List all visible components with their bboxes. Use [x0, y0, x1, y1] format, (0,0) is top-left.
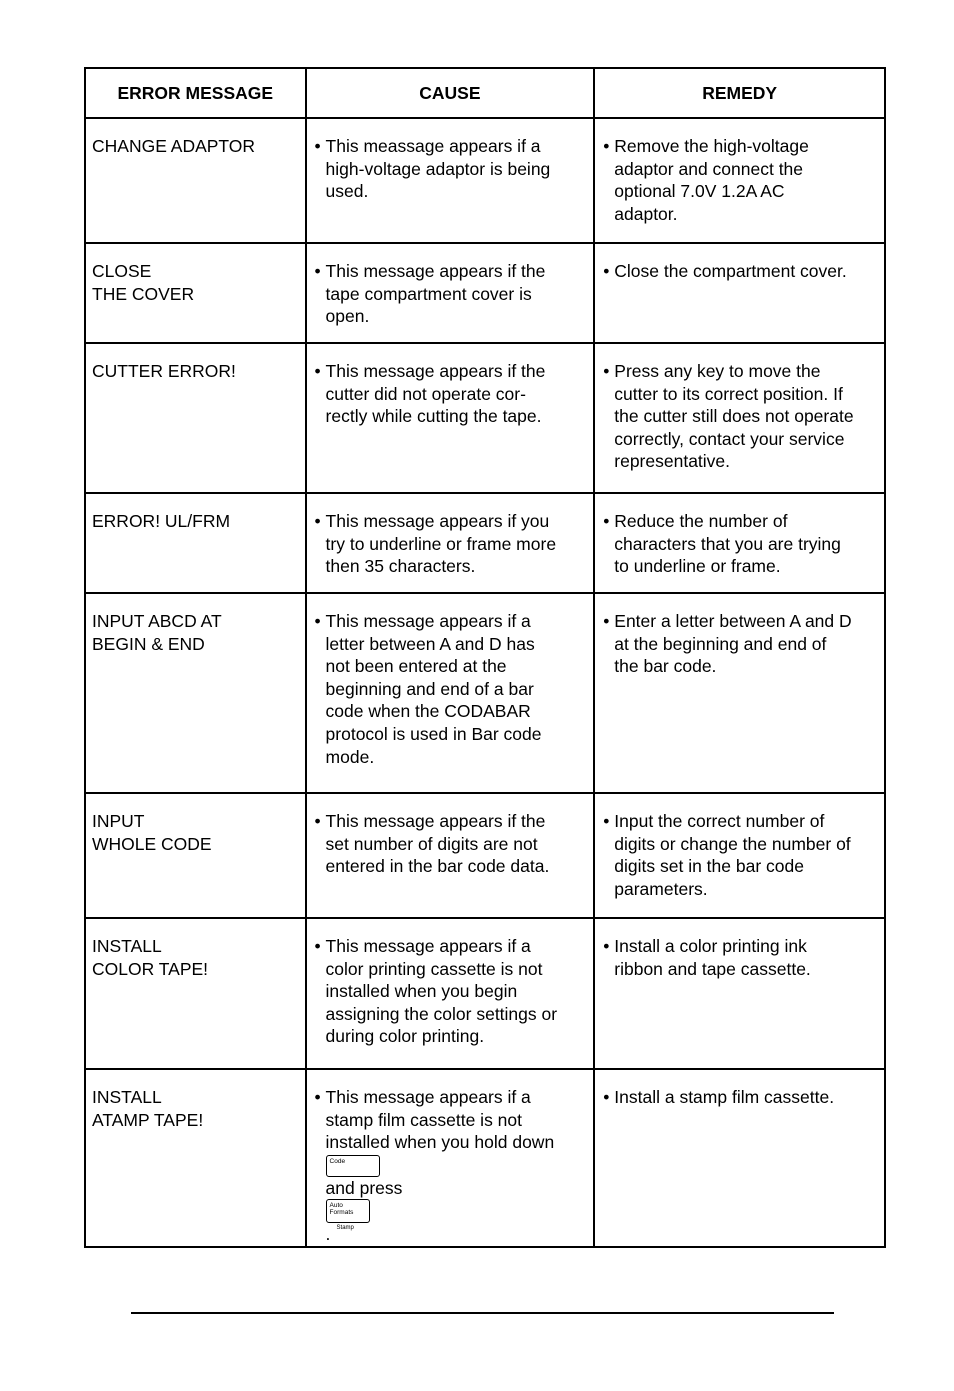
cause-line: This message appears if a [325, 936, 531, 956]
cause-key-line [326, 1155, 588, 1246]
remedy-line: correctly, contact your service [614, 428, 845, 449]
cause-item [315, 810, 588, 878]
cause-line: This message appears if the [325, 361, 546, 381]
remedy-line: adaptor and connect the [614, 158, 804, 179]
bullet-icon: • [314, 511, 321, 531]
remedy-line: digits set in the bar code [614, 856, 804, 877]
cause-text [326, 1086, 588, 1246]
remedy-line: the bar code. [614, 656, 717, 677]
error-message-text: THE COVER [92, 283, 195, 304]
remedy-line: optional 7.0V 1.2A AC [614, 181, 785, 202]
cause-line: protocol is used in Bar code [325, 723, 542, 744]
cause-line: open. [325, 306, 370, 327]
remedy-line: cutter to its correct position. If [614, 383, 843, 404]
bullet-icon: • [314, 136, 321, 156]
error-message-cell [85, 593, 306, 793]
table-row [85, 343, 885, 493]
cause-line: This message appears if you [325, 511, 550, 531]
cause-item [315, 260, 588, 328]
remedy-cell [594, 793, 885, 918]
cause-item [315, 135, 588, 203]
cause-cell [306, 793, 595, 918]
table-row [85, 243, 885, 343]
remedy-line: digits or change the number of [614, 833, 851, 854]
bullet-icon: • [603, 611, 610, 631]
remedy-cell [594, 593, 885, 793]
remedy-item [603, 1086, 878, 1109]
error-message-cell [85, 243, 306, 343]
cause-line: cutter did not operate cor- [325, 383, 526, 404]
table-row [85, 118, 885, 243]
error-message-text: INSTALL [92, 1087, 162, 1107]
cause-item [315, 360, 588, 428]
remedy-line: ribbon and tape cassette. [614, 958, 811, 979]
cause-line: color printing cassette is not [325, 958, 543, 979]
cause-line: This message appears if a [325, 611, 531, 631]
cause-text [326, 610, 588, 768]
bullet-icon: • [603, 936, 610, 956]
error-message-text: INPUT [92, 811, 145, 831]
remedy-cell [594, 243, 885, 343]
remedy-item [603, 935, 878, 980]
error-message-text: BEGIN & END [92, 633, 205, 654]
cause-text [326, 810, 588, 878]
remedy-line: to underline or frame. [614, 556, 781, 577]
cause-item [315, 1086, 588, 1246]
cause-middle-text: and press [325, 1177, 403, 1198]
bullet-icon: • [314, 261, 321, 281]
error-message-cell [85, 793, 306, 918]
cause-line: This message appears if the [325, 811, 546, 831]
remedy-text [614, 360, 878, 473]
error-message-text: ERROR! UL/FRM [92, 511, 231, 531]
cause-cell [306, 243, 595, 343]
remedy-text [614, 135, 878, 225]
cause-cell [306, 593, 595, 793]
cause-line: used. [325, 181, 369, 202]
remedy-text [614, 1086, 878, 1109]
error-message-text: CHANGE ADAPTOR [92, 136, 256, 156]
remedy-cell [594, 918, 885, 1069]
bullet-icon: • [603, 361, 610, 381]
remedy-line: representative. [614, 451, 731, 472]
remedy-text [614, 810, 878, 900]
cause-text [326, 935, 588, 1048]
table-body [85, 118, 885, 1247]
cause-line: installed when you begin [325, 981, 518, 1002]
bullet-icon: • [314, 611, 321, 631]
cause-line: high-voltage adaptor is being [325, 158, 551, 179]
cause-cell [306, 118, 595, 243]
cause-line: rectly while cutting the tape. [325, 406, 542, 427]
bullet-icon: • [314, 936, 321, 956]
cause-line: set number of digits are not [325, 833, 538, 854]
bullet-icon: • [314, 811, 321, 831]
cause-item [315, 610, 588, 768]
cause-line: then 35 characters. [325, 556, 476, 577]
table-row [85, 918, 885, 1069]
remedy-line: the cutter still does not operate [614, 406, 854, 427]
cause-line: assigning the color settings or [325, 1003, 558, 1024]
cause-line: try to underline or frame more [325, 533, 557, 554]
remedy-line: Enter a letter between A and D [614, 611, 852, 631]
error-message-text: INSTALL [92, 936, 162, 956]
remedy-line: Reduce the number of [614, 511, 788, 531]
table-header-row [85, 68, 885, 118]
auto-formats-key-icon [326, 1199, 370, 1232]
error-message-cell [85, 1069, 306, 1247]
cause-cell [306, 918, 595, 1069]
bullet-icon: • [603, 136, 610, 156]
table-row [85, 1069, 885, 1247]
remedy-item [603, 135, 878, 225]
remedy-item [603, 260, 878, 283]
remedy-line: adaptor. [614, 203, 678, 224]
cause-item [315, 510, 588, 578]
cause-line: stamp film cassette is not [325, 1109, 523, 1130]
code-key-label: Code [329, 1157, 346, 1165]
header-remedy: REMEDY [594, 68, 885, 118]
cause-line: not been entered at the [325, 656, 507, 677]
remedy-item [603, 810, 878, 900]
stamp-key-sublabel: Stamp [336, 1225, 354, 1232]
error-message-text: WHOLE CODE [92, 833, 212, 854]
table-row [85, 493, 885, 593]
error-message-cell [85, 918, 306, 1069]
cause-line: entered in the bar code data. [325, 856, 550, 877]
remedy-item [603, 510, 878, 578]
remedy-line: characters that you are trying [614, 533, 841, 554]
remedy-item [603, 360, 878, 473]
header-error-message: ERROR MESSAGE [85, 68, 306, 118]
remedy-line: Press any key to move the [614, 361, 821, 381]
cause-line: mode. [325, 746, 375, 767]
remedy-line: Install a stamp film cassette. [614, 1087, 835, 1107]
cause-line: This message appears if a [325, 1087, 531, 1107]
table-row [85, 793, 885, 918]
cause-line: tape compartment cover is [325, 283, 532, 304]
remedy-line: Close the compartment cover. [614, 261, 847, 281]
cause-cell [306, 343, 595, 493]
error-message-text: ATAMP TAPE! [92, 1109, 204, 1130]
cause-line: beginning and end of a bar [325, 678, 534, 699]
error-message-table [84, 67, 886, 1248]
header-cause: CAUSE [306, 68, 595, 118]
code-key-icon [326, 1155, 380, 1177]
remedy-line: parameters. [614, 878, 708, 899]
error-message-text: CUTTER ERROR! [92, 361, 236, 381]
remedy-text [614, 510, 878, 578]
cause-line: letter between A and D has [325, 633, 535, 654]
table-row [85, 593, 885, 793]
cause-line: This message appears if the [325, 261, 546, 281]
remedy-text [614, 935, 878, 980]
bullet-icon: • [314, 1087, 321, 1107]
cause-line: installed when you hold down [325, 1132, 555, 1153]
remedy-line: at the beginning and end of [614, 633, 827, 654]
error-message-cell [85, 493, 306, 593]
error-message-text: INPUT ABCD AT [92, 611, 222, 631]
cause-text [326, 260, 588, 328]
bullet-icon: • [314, 361, 321, 381]
auto-formats-key-label: Auto Formats [329, 1202, 354, 1217]
bullet-icon: • [603, 511, 610, 531]
cause-text [326, 360, 588, 428]
cause-item [315, 935, 588, 1048]
remedy-item [603, 610, 878, 678]
cause-end-text: . [325, 1224, 331, 1245]
error-message-cell [85, 343, 306, 493]
cause-line: code when the CODABAR [325, 701, 531, 722]
cause-text [326, 510, 588, 578]
bullet-icon: • [603, 261, 610, 281]
error-message-text: COLOR TAPE! [92, 958, 209, 979]
cause-line: This meassage appears if a [325, 136, 541, 156]
remedy-cell [594, 118, 885, 243]
remedy-cell [594, 343, 885, 493]
remedy-cell [594, 1069, 885, 1247]
cause-cell [306, 1069, 595, 1247]
cause-cell [306, 493, 595, 593]
remedy-text [614, 610, 878, 678]
bullet-icon: • [603, 811, 610, 831]
remedy-cell [594, 493, 885, 593]
cause-text [326, 135, 588, 203]
remedy-line: Input the correct number of [614, 811, 825, 831]
error-message-text: CLOSE [92, 261, 152, 281]
bullet-icon: • [603, 1087, 610, 1107]
error-message-cell [85, 118, 306, 243]
cause-line: during color printing. [325, 1026, 485, 1047]
remedy-line: Remove the high-voltage [614, 136, 809, 156]
remedy-line: Install a color printing ink [614, 936, 807, 956]
footer-rule [131, 1312, 834, 1314]
remedy-text [614, 260, 878, 283]
